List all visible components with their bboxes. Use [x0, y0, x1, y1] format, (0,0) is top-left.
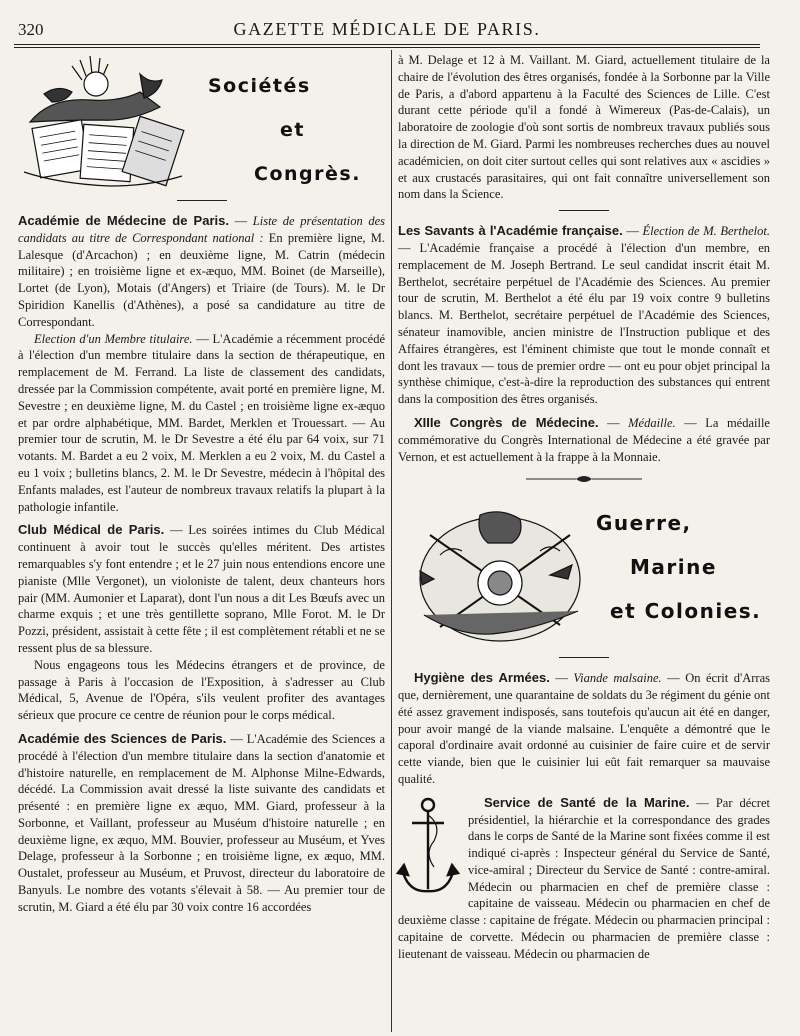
guerre-heading-word2: Marine [630, 555, 717, 580]
column-divider [391, 50, 392, 1032]
article-body: — L'Académie française a procédé à l'élection d'un membre, en remplacement de M. Joseph Bertrand. Le seul candidat inscrit était M. Berthelot, secrétaire perpétuel de l'Académie des Sciences. Au premier tour de scrutin, M. Berthelot a été élu par 19 voix contre 9 bulletins blancs. M. Berthelot, secrétaire perpétuel de l'Académie des Sciences, sénateur inamovible, ancien ministre de l'Instruction publique et des Affaires étrangères, est l'éminent chimiste que tout le monde connaît et dont les travaux — tous de premier ordre — ont eu pour objet principal la synthèse chimique, c'est-à-dire la reproduction des substances qui entrent dans la composition des êtres organisés. [398, 240, 770, 407]
article-body: — Par décret présidentiel, la hiérarchie et la correspondance des grades dans le corps de Santé de la Marine sont fixées comme il est indiqué ci-après : Inspecteur général du Service de Santé, vice-amiral ; Directeur du Service de Santé : contre-amiral. Médecin ou pharmacien en chef de première classe : capitaine de vaisseau. Médecin ou pharmacien en chef de deuxième classe : capitaine de frégate. Médecin ou pharmacien principal : capitaine de corvette. Médecin ou pharmacien de première classe : lieutenant de vaisseau. Médecin ou pharmacien de [398, 795, 770, 961]
societes-heading-word2: et [280, 119, 305, 141]
page-header [14, 10, 760, 40]
article-heading: Club Médical de Paris. [18, 522, 165, 538]
article-heading: Les Savants à l'Académie française. [398, 223, 623, 239]
academie-francaise-article: Les Savants à l'Académie française. — Élection de M. Berthelot. — L'Académie française a procédé à l'élection d'un membre, en remplacement de M. Joseph Bertrand. Le seul candidat inscrit était M. Berthelot, secrétaire perpétuel de l'Académie des Sciences. Au premier tour de scrutin, M. Berthelot a été élu par 19 voix contre 9 bulletins blancs. M. Berthelot, secrétaire perpétuel de l'Académie des Sciences, sénateur inamovible, ancien ministre de l'Instruction publique et des Affaires étrangères, est l'éminent chimiste que tout le monde connaît et dont les travaux — tous de premier ordre — ont eu pour objet principal la synthèse chimique, c'est-à-dire la reproduction des substances qui entrent dans la composition des êtres organisés. [398, 223, 771, 407]
trophy-illustration [410, 505, 590, 645]
societes-heading-word3: Congrès. [254, 163, 361, 185]
article-body: Nous engageons tous les Médecins étrangers et de province, de passage à Paris à l'occasion de l'Exposition, à s'adresser au Club Médical, 5, Avenue de l'Opéra, s'ils veulent profiter des avantages sérieux que procure ce centre de réunion pour le corps médical. [18, 657, 385, 723]
header-rule-bottom [14, 47, 760, 48]
section-rule [559, 657, 609, 658]
article-subtitle: Liste de présentation des candidats au titre de Correspondant national : [18, 214, 386, 245]
academie-sciences-continued [398, 52, 770, 203]
article-body: — La médaille commémorative du Congrès International de Médecine a été gravée par Vernon, et est actuellement à la frappe à la Monnaie. [398, 415, 770, 464]
ornamental-rule [398, 472, 770, 489]
sante-marine-article [398, 795, 770, 963]
article-subtitle: Élection de M. Berthelot. [642, 224, 771, 239]
article-heading: Service de Santé de la Marine. [484, 794, 690, 810]
page-number: 320 [18, 20, 44, 39]
article-body: En première ligne, M. Lalesque (d'Arcachon) ; en deuxième ligne, M. Catrin (médecin militaire) ; en troisième ligne et ex-æquo, MM. Boinet (de Marseille), Lortet (de Lyon), Motais (d'Angers) et Triaire (de Tours). M. le Dr Spiridion Kanellis (d'Athènes), a posé sa candidature au titre de Correspondant. [18, 230, 385, 329]
anchor-icon [396, 795, 460, 899]
guerre-vignette [398, 499, 770, 649]
article-body: — L'Académie a récemment procédé à l'élection d'un membre titulaire dans la section de thérapeutique, en remplacement de M. Ferrand. La liste de classement des candidats, dressée par la Commission compétente, avait porté en première ligne, M. Sevestre ; en deuxième ligne, M. du Castel ; en troisième ligne ex-æquo et par ordre alphabétique, MM. Bardet, Merklen et Trouessart. — Au premier tour de scrutin, M. le Dr Sevestre a été élu par 64 voix, sur 71 votants. M. Bardet a eu 2 voix, M. Merklen a eu 2 voix, M. du Castel a eu 1 voix ; bulletins blancs, 2. M. le Dr Sevestre, médecin à l'hôpital des Enfants malades, est l'auteur de nombreux travaux relatifs la plupart à la pathologie infantile. [18, 331, 385, 514]
left-column [18, 52, 385, 923]
article-subtitle: Médaille. [628, 415, 676, 430]
article-subtitle: Viande malsaine. [573, 671, 662, 686]
guerre-heading-word1: Guerre, [596, 511, 692, 536]
ornament-icon [524, 474, 644, 484]
guerre-heading-word3: et Colonies. [610, 599, 762, 624]
academie-medecine-article: Académie de Médecine de Paris. — Liste de présentation des candidats au titre de Correspondant national : En première ligne, M. Lalesque (d'Arcachon) ; en deuxième ligne, M. Catrin (médecin militaire) ; en troisième ligne et ex-æquo, MM. Boinet (de Marseille), Lortet (de Lyon), Motais (d'Angers) et Triaire (de Tours). M. le Dr Spiridion Kanellis (d'Athènes), a posé sa candidature au titre de Correspondant. Election d'un Membre titulaire. — L'Académie a récemment procédé à l'élection d'un membre titulaire dans la section de thérapeutique, en remplacement de M. Ferrand. La liste de classement des candidats, dressée par la Commission compétente, avait porté en première ligne, M. Sevestre ; en deuxième ligne, M. du Castel ; en troisième ligne ex-æquo et par ordre alphabétique, MM. Bardet, Merklen et Trouessart. — Au premier tour de scrutin, M. le Dr Sevestre a été élu par 64 voix, sur 71 votants. M. Bardet a eu 2 voix, M. Merklen a eu 2 voix, M. du Castel a eu 1 voix ; bulletins blancs, 2. M. le Dr Sevestre, médecin à l'hôpital des Enfants malades, est l'auteur de nombreux travaux relatifs la plupart à la pathologie infantile. [18, 213, 386, 514]
section-rule [177, 200, 227, 201]
academie-sciences-article [18, 731, 385, 916]
section-rule [559, 210, 609, 211]
article-heading: Académie de Médecine de Paris. [18, 213, 229, 228]
running-title: GAZETTE MÉDICALE DE PARIS. [233, 19, 541, 39]
article-heading: Hygiène des Armées. [414, 670, 550, 686]
societes-vignette [18, 52, 385, 192]
article-body: — On écrit d'Arras que, dernièrement, une quarantaine de soldats du 3e régiment du génie ont été assez gravement indisposés, sans toutefois qu'aucun ait été en danger, pour avoir mangé de la viande malsaine. L'enquête a démontré que le caporal d'ordinaire avait ordonné au cuisinier de faire cuire et de servir cette viande, bien que le cuisinier lui eût fait remarquer sa mauvaise qualité. [398, 671, 771, 786]
article-body: — L'Académie des Sciences a procédé à l'élection d'un membre titulaire dans la section d'anatomie et d'histoire naturelle, en remplacement de M. Alphonse Milne-Edwards, décédé. La Commission avait dressé la liste suivante des candidats et présenté : en première ligne ex æquo, MM. Giard, professeur à la Sorbonne, et Vaillant, professeur au Muséum d'histoire naturelle ; en deuxième ligne, ex æquo, MM. Bouvier, professeur au Muséum, et Yves Delage, professeur à la Sorbonne ; en troisième ligne, ex æquo, MM. Oustalet, professeur au Muséum, et Pruvost, directeur du laboratoire de Banyuls. Le nombre des votants s'élevait à 58. — Au premier tour de scrutin, M. Giard a été élu par 30 voix contre 16 accordées [18, 731, 385, 914]
books-illustration [20, 52, 190, 192]
right-column [398, 52, 770, 970]
header-rule-top [14, 44, 760, 45]
paragraph-lead: Election d'un Membre titulaire. [34, 331, 193, 346]
article-heading: XIIIe Congrès de Médecine. [414, 414, 599, 430]
congres-article: XIIIe Congrès de Médecine. — Médaille. — La médaille commémorative du Congrès International de Médecine a été gravée par Vernon, et est actuellement à la frappe à la Monnaie. [398, 414, 770, 464]
article-body: — Les soirées intimes du Club Médical continuent à avoir tout le succès qu'elles méritent. Des artistes remarquables s'y font entendre ; et le 27 juin nous entendions encore une pianiste (Mlle Vergonet), un violoniste de talent, deux chanteurs hors pair (MM. Aumonier et Laparat), dont l'un nous a dit Les Bœufs avec un charme exquis ; et une très gentillette soprano, Mlle Forot. M. le Dr Pozzi, président, assistait à cette fête ; il est complètement rétabli et ne se ressent plus de sa blessure. [18, 523, 385, 655]
article-body: à M. Delage et 12 à M. Vaillant. M. Giard, actuellement titulaire de la chaire de l'évolution des êtres organisés, fondée à la Sorbonne par la Ville de Paris, a d'abord appartenu à la Faculté des Sciences de Lille. C'est durant cette période qu'il a fondé à Wimereux (Pas-de-Calais), un laboratoire de zoologie d'où sont sortis de nombreux travaux publiés sous la direction de M. Giard. Parmi les nombreuses recherches dues au nouvel académicien, on doit citer surtout celles qui sont relatives aux « ascidies » et aux crustacés parasitaires, qui ont fait connaître universellement son nom dans la Science. [398, 53, 770, 202]
article-heading: Académie des Sciences de Paris. [18, 730, 227, 746]
societes-heading-word1: Sociétés [208, 75, 311, 97]
club-medical-article [18, 522, 385, 724]
hygiene-article: Hygiène des Armées. — Viande malsaine. — On écrit d'Arras que, dernièrement, une quarantaine de soldats du 3e régiment du génie ont été assez gravement indisposés, sans toutefois qu'aucun ait été en danger, pour avoir mangé de la viande malsaine. L'enquête a démontré que le caporal d'ordinaire avait ordonné au cuisinier de faire cuire et de servir cette viande, bien que le cuisinier lui eût fait remarquer sa mauvaise qualité. [398, 670, 771, 786]
